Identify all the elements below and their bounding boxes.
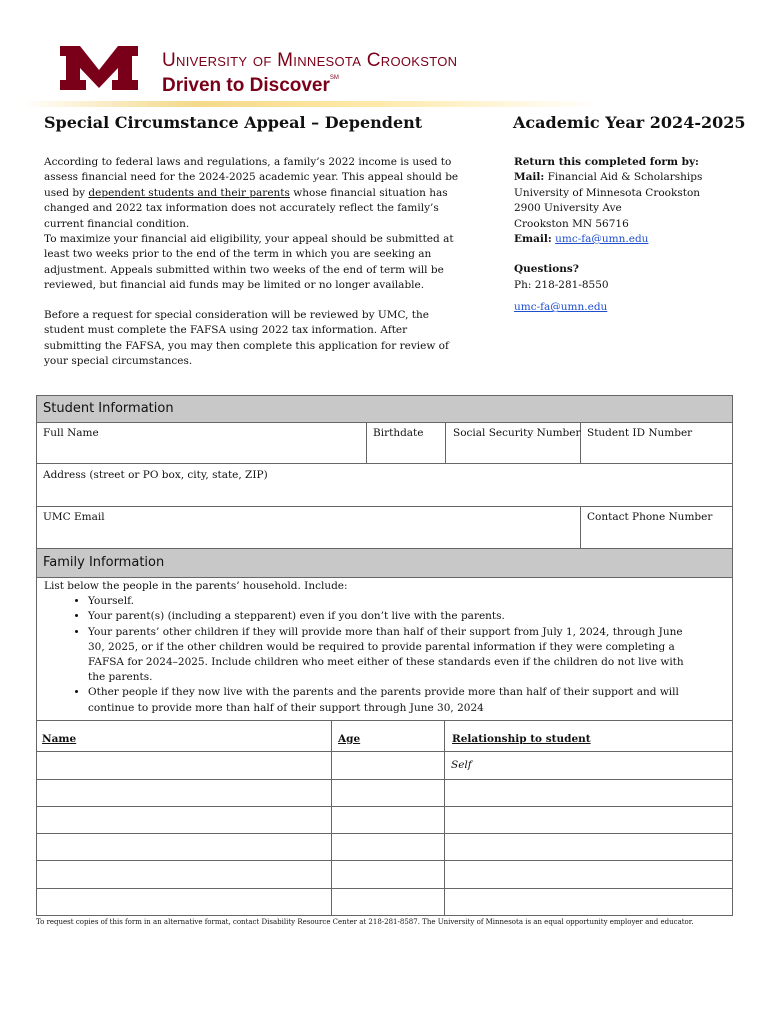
umc-email-field[interactable]: UMC Email — [43, 511, 105, 523]
questions-email-link[interactable]: umc-fa@umn.edu — [514, 301, 608, 314]
household-table — [36, 720, 733, 916]
family-instructions: List below the people in the parents’ household. Include: • Yourself. • Your parent(s) (including a stepparent) even if you don’t live with the parents. • Your parents’ other children if they will provide more than half of their support from July 1, 2024, through June 30, 2025, or if the other children would be required to provide parental information if they were completing a FAFSA for 2024–2025. Include children who meet either of these standards even if the children do not live with the parents. • Other people if they now live with the parents and the parents provide more than half of their support and will continue to provide more than half of their support through June 30, 2024 — [44, 579, 684, 716]
contact-phone-field[interactable]: Contact Phone Number — [587, 511, 713, 523]
list-item: • Yourself. — [88, 594, 684, 609]
column-header-age: Age — [338, 733, 361, 745]
intro-paragraph: According to federal laws and regulations, a family’s 2022 income is used to assess financial need for the 2024-2025 academic year. This appeal should be used by dependent students and their parents whose financial situation has changed and 2022 tax information does not accurately reflect the family’s current financial condition. To maximize your financial aid eligibility, your appeal should be submitted at least two weeks prior to the end of the term in which you are seeking an adjustment. Appeals submitted within two weeks of the end of term will be reviewed, but financial aid funds may be limited or no longer available. — [44, 156, 459, 292]
list-item: • Other people if they now live with the parents and the parents provide more than half of their support and will continue to provide more than half of their support through June 30, 2024 — [88, 685, 684, 715]
full-name-field[interactable]: Full Name — [43, 427, 99, 439]
tagline: Driven to Discover℠ — [162, 75, 339, 96]
footer-notice: To request copies of this form in an alternative format, contact Disability Resource Center at 218-281-8587. The University of Minnesota is an equal opportunity employer and educator. — [36, 918, 694, 926]
relationship-self-cell[interactable]: Self — [451, 759, 472, 771]
return-info: Return this completed form by: Mail: Financial Aid & Scholarships University of Minnesota Crookston 2900 University Ave Crookston MN 56716 Email: umc-fa@umn.edu Questions? Ph: 218-281-8550 umc-fa@umn.edu — [514, 155, 754, 316]
academic-year: Academic Year 2024-2025 — [513, 113, 746, 132]
column-header-name: Name — [42, 733, 77, 745]
student-info-header: Student Information — [36, 395, 733, 423]
block-m-logo-icon — [58, 44, 140, 92]
header-divider — [20, 101, 600, 107]
phone-number: Ph: 218-281-8550 — [514, 278, 609, 291]
form-title: Special Circumstance Appeal – Dependent — [44, 113, 423, 132]
ssn-field[interactable]: Social Security Number — [453, 427, 581, 439]
address-field[interactable]: Address (street or PO box, city, state, ZIP) — [43, 469, 268, 481]
student-id-field[interactable]: Student ID Number — [587, 427, 693, 439]
family-info-header: Family Information — [36, 548, 733, 578]
birthdate-field[interactable]: Birthdate — [373, 427, 424, 439]
list-item: • Your parents’ other children if they will provide more than half of their support from July 1, 2024, through June 30, 2025, or if the other children would be required to provide parental information if they were completing a FAFSA for 2024–2025. Include children who meet either of these standards even if the children do not live with the parents. — [88, 625, 684, 686]
fafsa-paragraph: Before a request for special consideration will be reviewed by UMC, the student must complete the FAFSA using 2022 tax information. After submitting the FAFSA, you may then complete this application for review of your special circumstances. — [44, 309, 449, 368]
university-name: University of Minnesota Crookston — [162, 50, 458, 71]
column-header-relationship: Relationship to student — [452, 733, 591, 745]
email-link[interactable]: umc-fa@umn.edu — [555, 233, 649, 246]
list-item: • Your parent(s) (including a stepparent) even if you don’t live with the parents. — [88, 609, 684, 624]
